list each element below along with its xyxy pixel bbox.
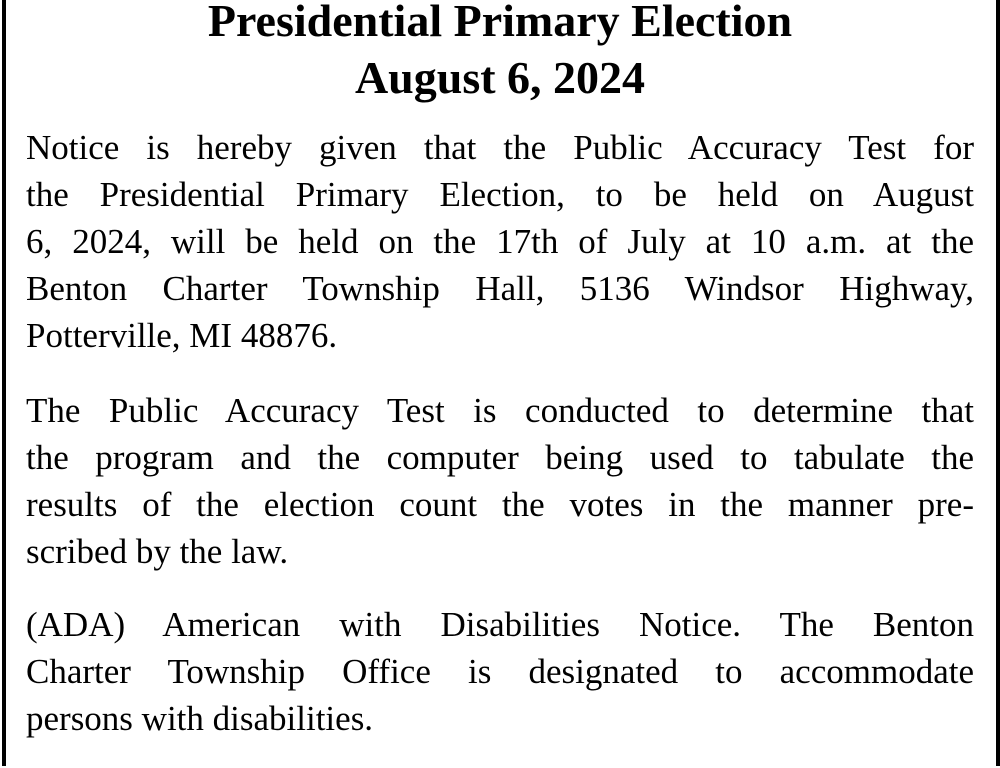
paragraph-line: 6, 2024, will be held on the 17th of July at 10 a.m. at the (26, 222, 974, 261)
paragraph-line: persons with disabilities. (26, 699, 374, 738)
paragraph-line: Charter Township Office is designated to accommodate (26, 652, 974, 691)
notice-paragraph-1 (26, 124, 974, 359)
paragraph-line: (ADA) American with Disabilities Notice. The Benton (26, 605, 974, 644)
paragraph-line: the program and the computer being used to tabulate the (26, 438, 974, 477)
notice-paragraph-3 (26, 601, 974, 742)
notice-paragraph-2 (26, 387, 974, 575)
notice-date: August 6, 2024 (354, 52, 646, 103)
paragraph-line: The Public Accuracy Test is conducted to determine that (26, 391, 974, 430)
paragraph-line: results of the election count the votes in the manner pre- (26, 485, 974, 524)
notice-title: Presidential Primary Election (207, 0, 793, 46)
paragraph-line: Benton Charter Township Hall, 5136 Windsor Highway, (26, 269, 974, 308)
paragraph-line: Notice is hereby given that the Public Accuracy Test for (26, 128, 974, 167)
paragraph-line: scribed by the law. (26, 532, 289, 571)
paragraph-line: Potterville, MI 48876. (26, 316, 338, 355)
paragraph-line: the Presidential Primary Election, to be held on August (26, 175, 974, 214)
